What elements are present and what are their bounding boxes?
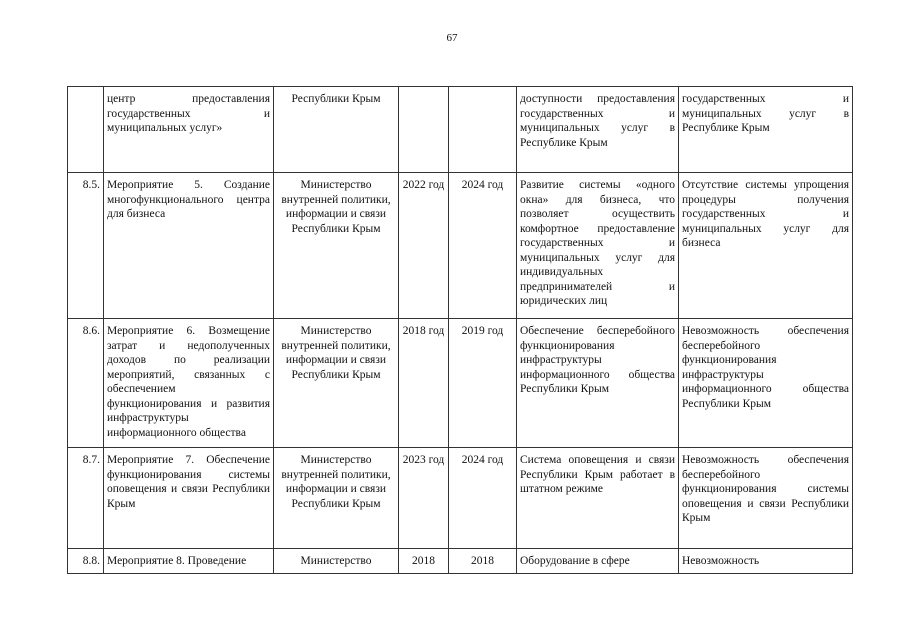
end-year-cell — [449, 87, 517, 173]
row-number-cell — [68, 87, 104, 173]
event-cell: Мероприятие 8. Проведение — [104, 549, 274, 574]
start-year-cell: 2018 год — [399, 319, 449, 448]
consequence-cell: Невозможность обеспечения бесперебойного функционирования системы оповещения и связи Республики Крым — [679, 448, 853, 549]
page-number: 67 — [446, 32, 458, 44]
executor-cell: Министерство внутренней политики, информации и связи Республики Крым — [274, 173, 399, 319]
consequence-cell: Невозможность — [679, 549, 853, 574]
executor-cell: Министерство внутренней политики, информации и связи Республики Крым — [274, 448, 399, 549]
measures-table — [67, 86, 853, 574]
consequence-cell: государственных и муниципальных услуг в Республике Крым — [679, 87, 853, 173]
row-number-cell: 8.6. — [68, 319, 104, 448]
end-year-cell: 2019 год — [449, 319, 517, 448]
event-cell: Мероприятие 7. Обеспечение функционирования системы оповещения и связи Республики Крым — [104, 448, 274, 549]
result-cell: Оборудование в сфере — [517, 549, 679, 574]
executor-cell: Министерство — [274, 549, 399, 574]
row-number-cell: 8.8. — [68, 549, 104, 574]
consequence-cell: Невозможность обеспечения бесперебойного функционирования инфраструктуры информационного общества Республики Крым — [679, 319, 853, 448]
end-year-cell: 2024 год — [449, 448, 517, 549]
result-cell: Развитие системы «одного окна» для бизнеса, что позволяет осуществить комфортное предоставление государственных и муниципальных услуг для индивидуальных предпринимателей и юридических лиц — [517, 173, 679, 319]
event-cell: центр предоставления государственных и муниципальных услуг» — [104, 87, 274, 173]
result-cell: Обеспечение бесперебойного функционирования инфраструктуры информационного общества Республики Крым — [517, 319, 679, 448]
table-row — [68, 173, 853, 319]
consequence-cell: Отсутствие системы упрощения процедуры получения государственных и муниципальных услуг для бизнеса — [679, 173, 853, 319]
table-row — [68, 319, 853, 448]
event-cell: Мероприятие 5. Создание многофункционального центра для бизнеса — [104, 173, 274, 319]
end-year-cell: 2024 год — [449, 173, 517, 319]
table-row — [68, 549, 853, 574]
executor-cell: Министерство внутренней политики, информации и связи Республики Крым — [274, 319, 399, 448]
start-year-cell: 2018 — [399, 549, 449, 574]
row-number-cell: 8.7. — [68, 448, 104, 549]
end-year-cell: 2018 — [449, 549, 517, 574]
event-cell: Мероприятие 6. Возмещение затрат и недополученных доходов по реализации мероприятий, связанных с обеспечением функционирования и развития инфраструктуры информационного общества — [104, 319, 274, 448]
row-number-cell: 8.5. — [68, 173, 104, 319]
table-row — [68, 87, 853, 173]
executor-cell: Республики Крым — [274, 87, 399, 173]
table-row — [68, 448, 853, 549]
start-year-cell: 2023 год — [399, 448, 449, 549]
result-cell: доступности предоставления государственных и муниципальных услуг в Республике Крым — [517, 87, 679, 173]
result-cell: Система оповещения и связи Республики Крым работает в штатном режиме — [517, 448, 679, 549]
start-year-cell: 2022 год — [399, 173, 449, 319]
start-year-cell — [399, 87, 449, 173]
